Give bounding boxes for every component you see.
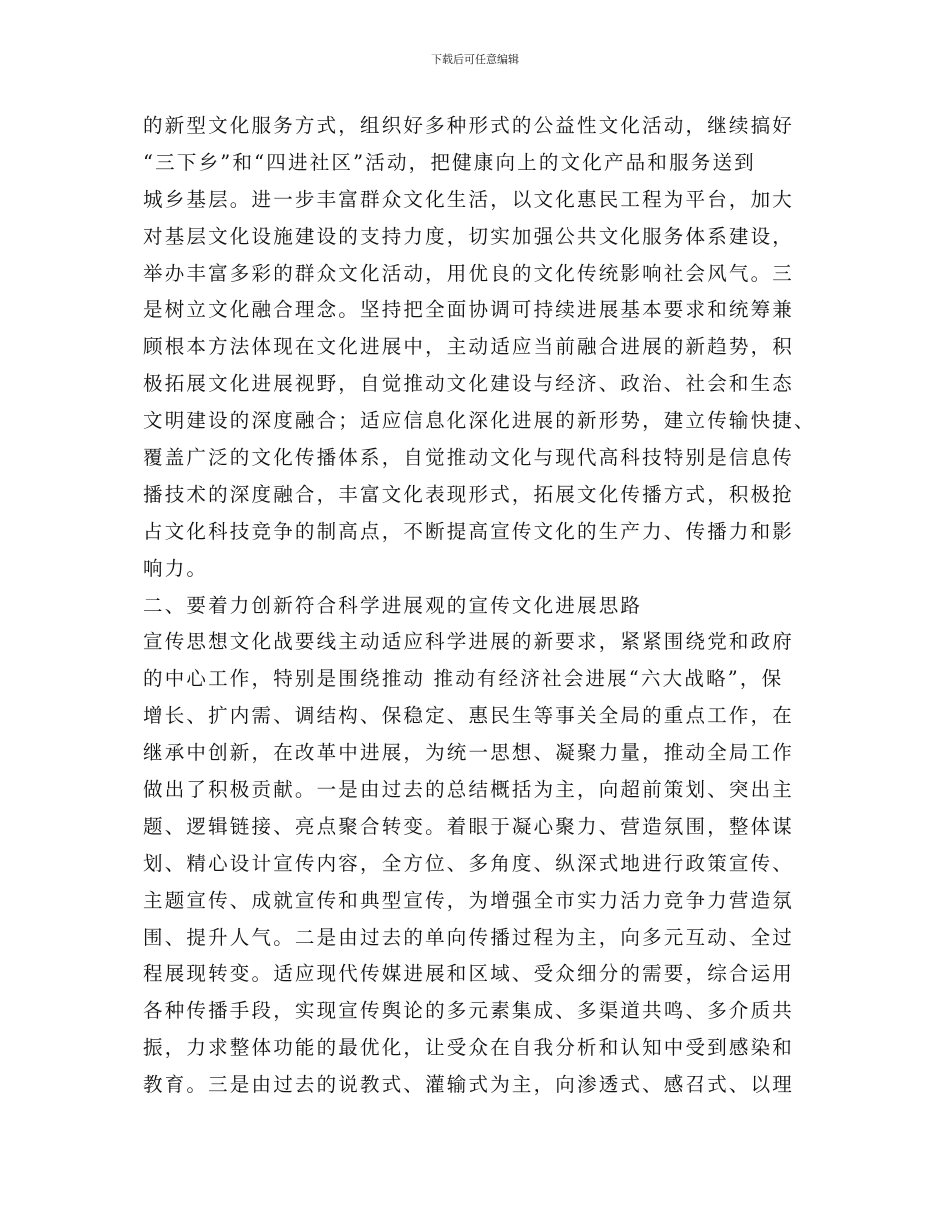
text-line: “三下乡”和“四进社区”活动，把健康向上的文化产品和服务送到 — [143, 150, 756, 174]
text-line: 举办丰富多彩的群众文化活动，用优良的文化传统影响社会风气。三 — [143, 261, 795, 285]
text-line: 各种传播手段，实现宣传舆论的多元素集成、多渠道共鸣、多介质共 — [143, 999, 795, 1023]
text-line: 教育。三是由过去的说教式、灌输式为主，向渗透式、感召式、以理 — [143, 1073, 795, 1097]
text-line: 继承中创新，在改革中进展，为统一思想、凝聚力量，推动全局工作 — [143, 741, 795, 765]
text-line: 振，力求整体功能的最优化，让受众在自我分析和认知中受到感染和 — [143, 1036, 795, 1060]
text-line: 城乡基层。进一步丰富群众文化生活，以文化惠民工程为平台，加大 — [143, 187, 795, 211]
text-line: 响力。 — [143, 556, 209, 580]
text-line: 覆盖广泛的文化传播体系，自觉推动文化与现代高科技特别是信息传 — [143, 446, 795, 470]
text-line: 主题宣传、成就宣传和典型宣传，为增强全市实力活力竞争力营造氛 — [143, 888, 795, 912]
text-line: 增长、扩内需、调结构、保稳定、惠民生等事关全局的重点工作，在 — [143, 704, 795, 728]
page-header: 下载后可任意编辑 — [431, 53, 519, 66]
text-line: 划、精心设计宣传内容，全方位、多角度、纵深式地进行政策宣传、 — [143, 851, 795, 875]
section-heading: 二、要着力创新符合科学进展观的宣传文化进展思路 — [143, 593, 643, 617]
text-line: 的新型文化服务方式，组织好多种形式的公益性文化活动，继续搞好 — [143, 114, 795, 137]
text-line: 顾根本方法体现在文化进展中，主动适应当前融合进展的新趋势，积 — [143, 335, 795, 359]
text-line: 围、提升人气。二是由过去的单向传播过程为主，向多元互动、全过 — [143, 925, 795, 949]
text-line: 题、逻辑链接、亮点聚合转变。着眼于凝心聚力、营造氛围，整体谋 — [143, 814, 795, 838]
text-line: 播技术的深度融合，丰富文化表现形式，拓展文化传播方式，积极抢 — [143, 482, 795, 506]
text-line: 文明建设的深度融合；适应信息化深化进展的新形势，建立传输快捷、 — [143, 409, 816, 433]
text-line: 占文化科技竞争的制高点，不断提高宣传文化的生产力、传播力和影 — [143, 519, 795, 543]
text-line: 程展现转变。适应现代传媒进展和区域、受众细分的需要，综合运用 — [143, 962, 795, 986]
text-line: 的中心工作，特别是围绕推动 推动有经济社会进展“六大战略”，保 — [143, 667, 784, 691]
text-line: 对基层文化设施建设的支持力度，切实加强公共文化服务体系建设， — [143, 224, 795, 248]
text-line: 是树立文化融合理念。坚持把全面协调可持续进展基本要求和统筹兼 — [143, 298, 795, 322]
document-body — [143, 108, 823, 1104]
text-line: 极拓展文化进展视野，自觉推动文化建设与经济、政治、社会和生态 — [143, 372, 795, 396]
text-line: 做出了积极贡献。一是由过去的总结概括为主，向超前策划、突出主 — [143, 778, 795, 802]
text-line: 宣传思想文化战要线主动适应科学进展的新要求，紧紧围绕党和政府 — [143, 630, 795, 654]
